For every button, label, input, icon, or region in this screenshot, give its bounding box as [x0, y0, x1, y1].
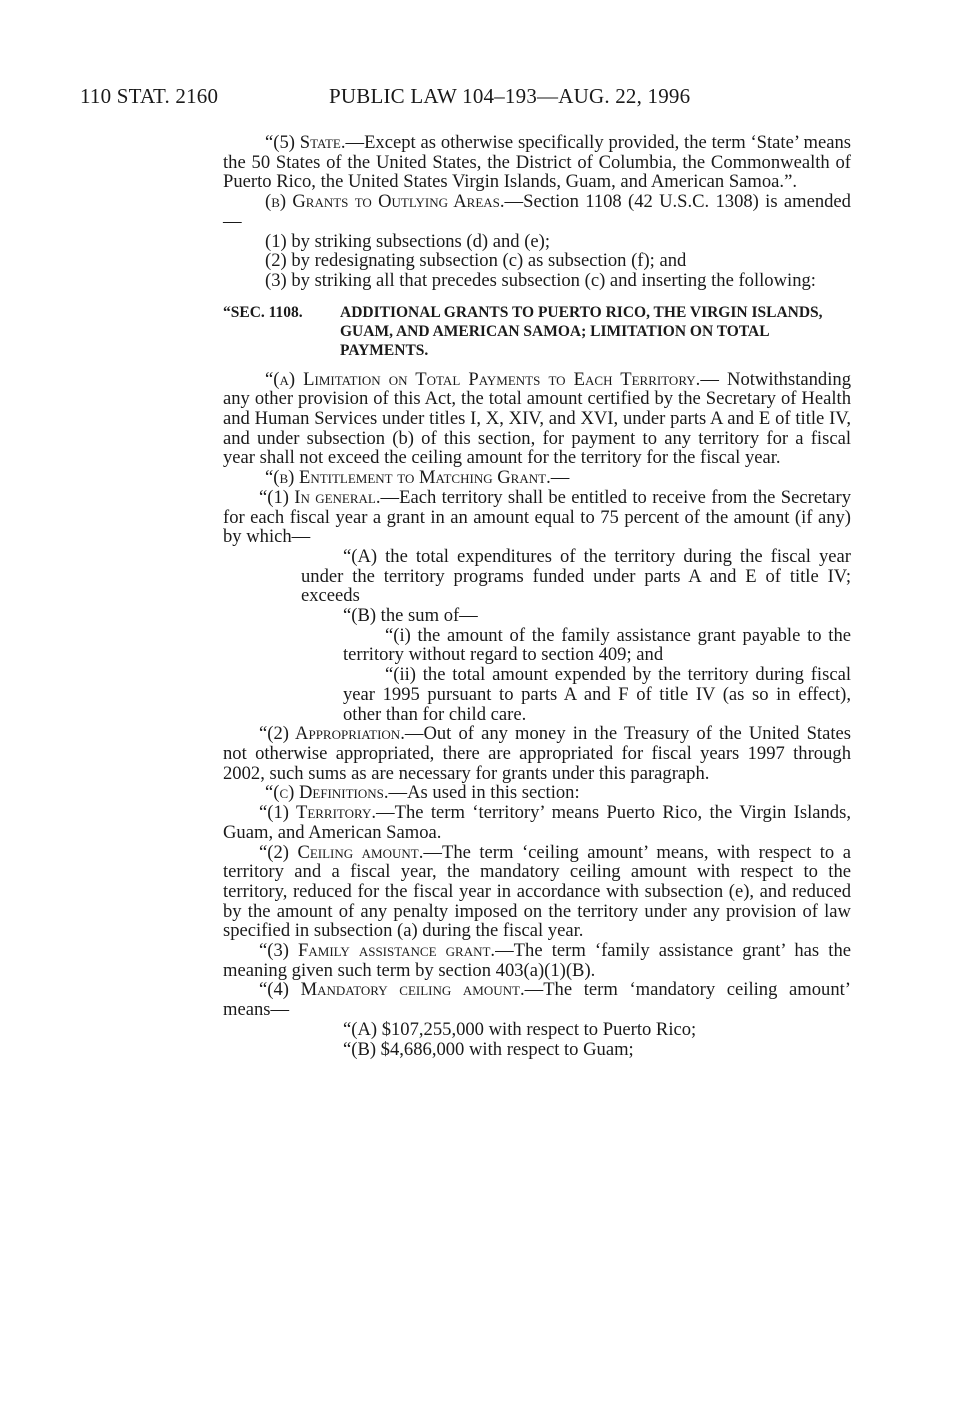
paragraph-heading: (b) Grants to Outlying Areas.	[265, 191, 505, 213]
definition-ceiling-amount	[181, 843, 851, 942]
paragraph-text: —Each territory shall be entitled to receive from the Secretary for each fiscal year a grant in an amount equal to 75 percent of the amount (if any) by which—	[223, 486, 851, 548]
definition-family-assistance-grant	[181, 941, 851, 980]
paragraph-text: —The term ‘mandatory ceiling amount’ means—	[223, 979, 851, 1021]
paragraph-text: —The term ‘territory’ means Puerto Rico, the Virgin Islands, Guam, and American Samoa.	[223, 802, 851, 843]
subparagraph-A: “(A) the total expenditures of the territory during the fiscal year under the territory programs funded under parts A and E of title IV; exceeds	[301, 545, 851, 607]
subparagraph-B: “(B) the sum of—	[343, 605, 478, 627]
amendment-3: (3) by striking all that precedes subsection (c) and inserting the following:	[265, 269, 816, 291]
paragraph-heading: “(c) Definitions.	[265, 782, 389, 804]
paragraph-heading: “(1) In general.	[259, 486, 381, 508]
paragraph-text: —The term ‘ceiling amount’ means, with respect to a territory and a fiscal year, the mandatory ceiling amount with respect to the territory, reduced for the fiscal year in accordance with subsection (e), and reduced by the amount of any penalty imposed on the territory under any provision of law specified in subsection (a) during the fiscal year.	[223, 841, 851, 942]
document-body	[223, 133, 851, 1059]
subsection-b-entitlement	[223, 468, 851, 488]
subsection-c-definitions	[223, 783, 851, 803]
paragraph-heading: “(5) State.	[265, 132, 346, 153]
paragraph-heading: “(a) Limitation on Total Payments to Each Territory.	[265, 368, 701, 390]
paragraph-text: —Out of any money in the Treasury of the United States not otherwise appropriated, there are appropriated for fiscal years 1997 through 2002, such sums as are necessary for grants under this paragraph.	[223, 723, 852, 784]
statute-page-number: 110 STAT. 2160	[80, 84, 219, 108]
clause-ii: “(ii) the total amount expended by the territory during fiscal year 1995 pursuant to parts A and F of title IV (as so in effect), other than for child care.	[343, 664, 851, 725]
clause-i: “(i) the amount of the family assistance grant payable to the territory without regard to section 409; and	[343, 624, 851, 666]
section-heading	[223, 303, 851, 360]
amendment-2: (2) by redesignating subsection (c) as subsection (f); and	[265, 250, 687, 272]
paragraph-heading: “(4) Mandatory ceiling amount.	[259, 979, 525, 1001]
paragraph-heading: “(3) Family assistance grant.	[259, 940, 496, 962]
subsection-b-grants	[223, 192, 851, 231]
paragraph-text: —The term ‘family assistance grant’ has the meaning given such term by section 403(a)(1)(B).	[223, 940, 851, 981]
paragraph-text: —As used in this section:	[388, 782, 580, 804]
section-title: ADDITIONAL GRANTS TO PUERTO RICO, THE VIRGIN ISLANDS, GUAM, AND AMERICAN SAMOA; LIMITATION ON TOTAL PAYMENTS.	[340, 303, 823, 359]
definition-mandatory-ceiling-amount	[181, 980, 851, 1019]
paragraph-text: — Notwithstanding any other provision of this Act, the total amount certified by the Secretary of Health and Human Services under titles I, X, XIV, and XVI, under parts A and E of title IV, and under subsection (b) of this section, for payment to any territory for a fiscal year shall not exceed the ceiling amount for the territory for the fiscal year.	[223, 368, 851, 469]
paragraph-heading: “(2) Appropriation.	[259, 723, 405, 745]
paragraph-b1-in-general	[181, 488, 851, 547]
paragraph-heading: “(2) Ceiling amount.	[259, 841, 424, 863]
amount-puerto-rico: “(A) $107,255,000 with respect to Puerto Rico;	[343, 1018, 697, 1040]
paragraph-5-state	[223, 133, 851, 192]
paragraph-heading: “(1) Territory.	[259, 802, 377, 824]
definition-territory	[181, 803, 851, 842]
public-law-header: PUBLIC LAW 104–193—AUG. 22, 1996	[329, 84, 691, 108]
amendment-1: (1) by striking subsections (d) and (e);	[265, 230, 551, 252]
paragraph-heading: “(b) Entitlement to Matching Grant.	[265, 467, 551, 489]
section-number: “SEC. 1108.	[223, 303, 303, 321]
subsection-a-limitation	[223, 370, 851, 469]
amount-guam: “(B) $4,686,000 with respect to Guam;	[343, 1038, 634, 1060]
paragraph-b2-appropriation	[181, 724, 851, 783]
paragraph-text: —Section 1108 (42 U.S.C. 1308) is amended—	[223, 191, 851, 232]
paragraph-text: —	[550, 467, 570, 489]
paragraph-text: —Except as otherwise specifically provided, the term ‘State’ means the 50 States of the United States, the District of Columbia, the Commonwealth of Puerto Rico, the United States Virgin Islands, Guam, and American Samoa.”.	[223, 132, 851, 193]
